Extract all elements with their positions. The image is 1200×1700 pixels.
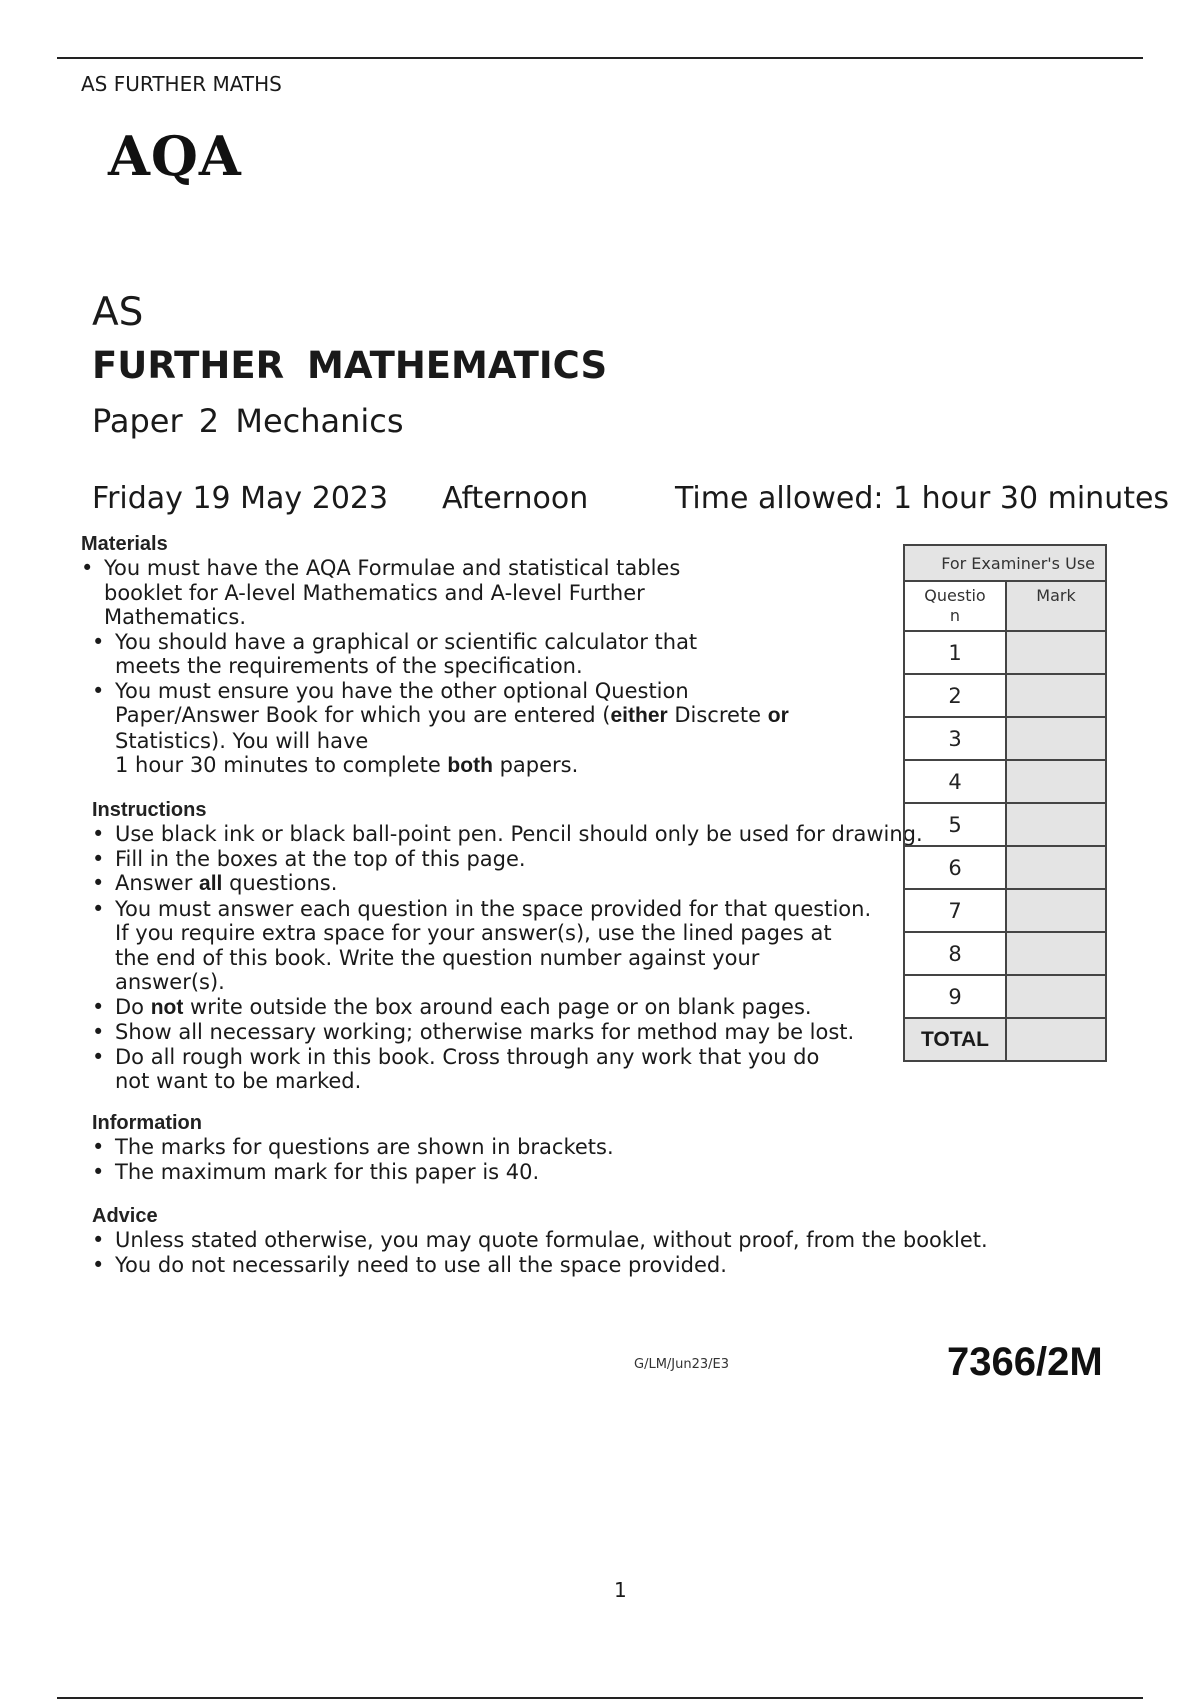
examiner-table-body — [904, 631, 1106, 1061]
instructions-heading: Instructions — [92, 799, 207, 821]
page-number: 1 — [614, 1578, 627, 1602]
mark-box — [1006, 975, 1106, 1018]
question-number: 7 — [904, 889, 1006, 932]
emphasis-text: or — [767, 704, 789, 727]
list-item: • You must ensure you have the other optional Question Paper/Answer Book for which you are entered (either Discrete or Statistics). You will have 1 hour 30 minutes to complete both papers. — [81, 679, 1081, 779]
mark-box — [1006, 932, 1106, 975]
mark-box — [1006, 760, 1106, 803]
question-number: 5 — [904, 803, 1006, 846]
list-item: • Unless stated otherwise, you may quote formulae, without proof, from the booklet. — [81, 1228, 1081, 1253]
list-item: • Answer all questions. — [81, 871, 1081, 897]
question-number: 4 — [904, 760, 1006, 803]
mark-box — [1006, 674, 1106, 717]
question-number: 6 — [904, 846, 1006, 889]
mark-box — [1006, 889, 1106, 932]
table-row — [904, 760, 1106, 803]
examiner-table-title: For Examiner's Use — [904, 545, 1106, 581]
advice-section — [81, 1204, 1081, 1277]
mark-box — [1006, 846, 1106, 889]
mark-box — [1006, 631, 1106, 674]
document-reference: G/LM/Jun23/E3 — [634, 1357, 730, 1372]
question-number: 9 — [904, 975, 1006, 1018]
list-item: • The marks for questions are shown in brackets. — [81, 1135, 1081, 1160]
question-column-header: Questio n — [904, 581, 1006, 631]
list-item: • Use black ink or black ball-point pen. Pencil should only be used for drawing. — [81, 822, 1081, 847]
list-item: • You must have the AQA Formulae and statistical tables booklet for A-level Mathematics and A-level Further Mathematics. — [81, 556, 1081, 630]
table-row — [904, 975, 1106, 1018]
table-row — [904, 846, 1106, 889]
list-item: • Do not write outside the box around each page or on blank pages. — [81, 995, 1081, 1021]
advice-list — [81, 1228, 1081, 1277]
mark-column-header: Mark — [1006, 581, 1106, 631]
qualification-level: AS — [92, 290, 144, 335]
total-mark-box — [1006, 1018, 1106, 1061]
emphasis-text: either — [610, 704, 668, 727]
information-list — [81, 1135, 1081, 1184]
aqa-logo: AQA — [108, 124, 242, 188]
list-item: • You must answer each question in the space provided for that question. If you require extra space for your answer(s), use the lined pages at the end of this book. Write the question number against your answer(s). — [81, 897, 1081, 995]
list-item: • Show all necessary working; otherwise marks for method may be lost. — [81, 1020, 1081, 1045]
materials-heading: Materials — [81, 533, 168, 555]
table-row — [904, 717, 1106, 760]
mark-box — [1006, 717, 1106, 760]
list-item: • You should have a graphical or scientific calculator that meets the requirements of the specification. — [81, 630, 1081, 679]
paper-title: Paper 2 Mechanics — [92, 402, 404, 440]
question-number: 1 — [904, 631, 1006, 674]
subject-title: FURTHER MATHEMATICS — [92, 344, 608, 387]
table-row — [904, 674, 1106, 717]
table-row — [904, 889, 1106, 932]
total-label: TOTAL — [904, 1018, 1006, 1061]
header-label: AS FURTHER MATHS — [81, 72, 282, 96]
emphasis-text: both — [447, 754, 493, 777]
exam-date: Friday 19 May 2023 — [92, 481, 389, 516]
paper-code: 7366/2M — [947, 1340, 1103, 1384]
total-row — [904, 1018, 1106, 1061]
list-item: • The maximum mark for this paper is 40. — [81, 1160, 1081, 1185]
information-section — [81, 1111, 1081, 1184]
question-number: 8 — [904, 932, 1006, 975]
question-number: 3 — [904, 717, 1006, 760]
list-item: • Do all rough work in this book. Cross through any work that you do not want to be marked. — [81, 1045, 1081, 1094]
exam-session: Afternoon — [442, 481, 589, 516]
question-number: 2 — [904, 674, 1006, 717]
list-item: • You do not necessarily need to use all the space provided. — [81, 1253, 1081, 1278]
information-heading: Information — [92, 1112, 202, 1134]
top-rule — [57, 57, 1143, 59]
bottom-rule — [57, 1697, 1143, 1699]
examiner-use-table — [903, 544, 1107, 1062]
table-row — [904, 631, 1106, 674]
emphasis-text: not — [150, 995, 184, 1019]
list-item: • Fill in the boxes at the top of this page. — [81, 847, 1081, 872]
mark-box — [1006, 803, 1106, 846]
table-row — [904, 803, 1106, 846]
table-row — [904, 932, 1106, 975]
advice-heading: Advice — [92, 1205, 158, 1227]
time-allowed: Time allowed: 1 hour 30 minutes — [675, 481, 1170, 516]
emphasis-text: all — [199, 872, 223, 895]
